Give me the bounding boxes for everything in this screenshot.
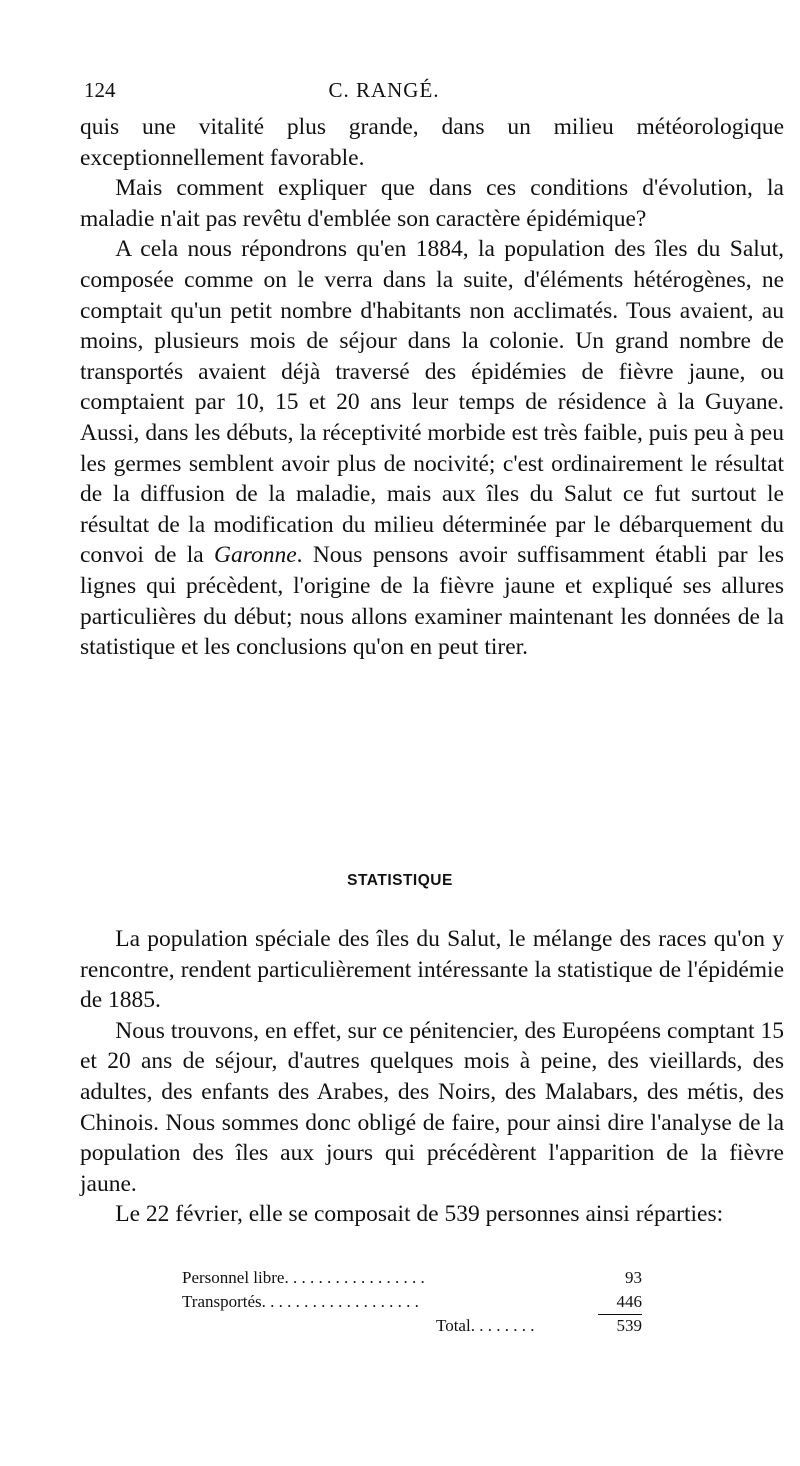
- ship-name-italic: Garonne: [213, 542, 297, 569]
- running-title: C. RANGÉ.: [328, 78, 440, 102]
- table-row: [182, 1290, 642, 1314]
- body-text-statistics: [80, 924, 784, 1230]
- running-head: [84, 78, 784, 108]
- paragraph-continuation: quis une vitalité plus grande, dans un milieu météorologique exceptionnellement favorable.: [80, 114, 784, 171]
- paragraph-question: Mais comment expliquer que dans ces conditions d'évolution, la maladie n'ait pas revêtu d'emblée son caractère épidémique?: [80, 175, 784, 232]
- row-label: Personnel libre. . . . . . . . . . . . . . . . .: [182, 1268, 425, 1287]
- paragraph-composition: Nous trouvons, en effet, sur ce pénitencier, des Européens comptant 15 et 20 ans de séjour, d'autres quelques mois à peine, des vieillards, des adultes, des enfants des Arabes, des Noirs, des Malabars, des métis, des Chinois. Nous sommes donc obligé de faire, pour ainsi dire l'analyse de la population des îles aux jours qui précédèrent l'apparition de la fièvre jaune.: [80, 1017, 784, 1197]
- row-value: 93: [625, 1268, 642, 1287]
- table-row: [182, 1266, 642, 1290]
- row-value: 446: [616, 1292, 642, 1311]
- total-value: 539: [616, 1316, 642, 1335]
- paragraph-february: Le 22 février, elle se composait de 539 personnes ainsi réparties:: [115, 1201, 724, 1228]
- page-number: 124: [84, 78, 116, 102]
- body-text-before-heading: [80, 112, 784, 663]
- section-heading: STATISTIQUE: [347, 872, 453, 889]
- total-label: Total. . . . . . . .: [436, 1316, 535, 1335]
- paragraph-answer-text: A cela nous répondrons qu'en 1884, la population des îles du Salut, composée comme on le verra dans la suite, d'éléments hétérogènes, ne comptait qu'un petit nombre d'habitants non acclimatés. Tous avaient, au moins, plusieurs mois de séjour dans la colonie. Un grand nombre de transportés avaient déjà traversé des épidémies de fièvre jaune, ou comptaient par 10, 15 et 20 ans leur temps de résidence à la Guyane. Aussi, dans les débuts, la réceptivité morbide est très faible, puis peu à peu les germes semblent avoir plus de nocivité; c'est ordinairement le résultat de la diffusion de la maladie, mais aux îles du Salut ce fut surtout le résultat de la modification du milieu déterminée par le débarquement du convoi de la: [80, 236, 784, 569]
- paragraph-population: La population spéciale des îles du Salut, le mélange des races qu'on y rencontre, rendent particulièrement intéressante la statistique de l'épidémie de 1885.: [80, 926, 784, 1014]
- total-row: [182, 1314, 642, 1338]
- row-label: Transportés. . . . . . . . . . . . . . . . . . .: [182, 1292, 419, 1311]
- paragraph-answer-tail: . Nous pensons avoir suffisamment établi par les lignes qui précèdent, l'origine de la fièvre jaune et expliqué ses allures particulières du début; nous allons examiner maintenant les données de la statistique et les conclusions qu'on en peut tirer.: [80, 542, 784, 661]
- paragraph-answer: [80, 234, 784, 662]
- population-table: [182, 1266, 642, 1338]
